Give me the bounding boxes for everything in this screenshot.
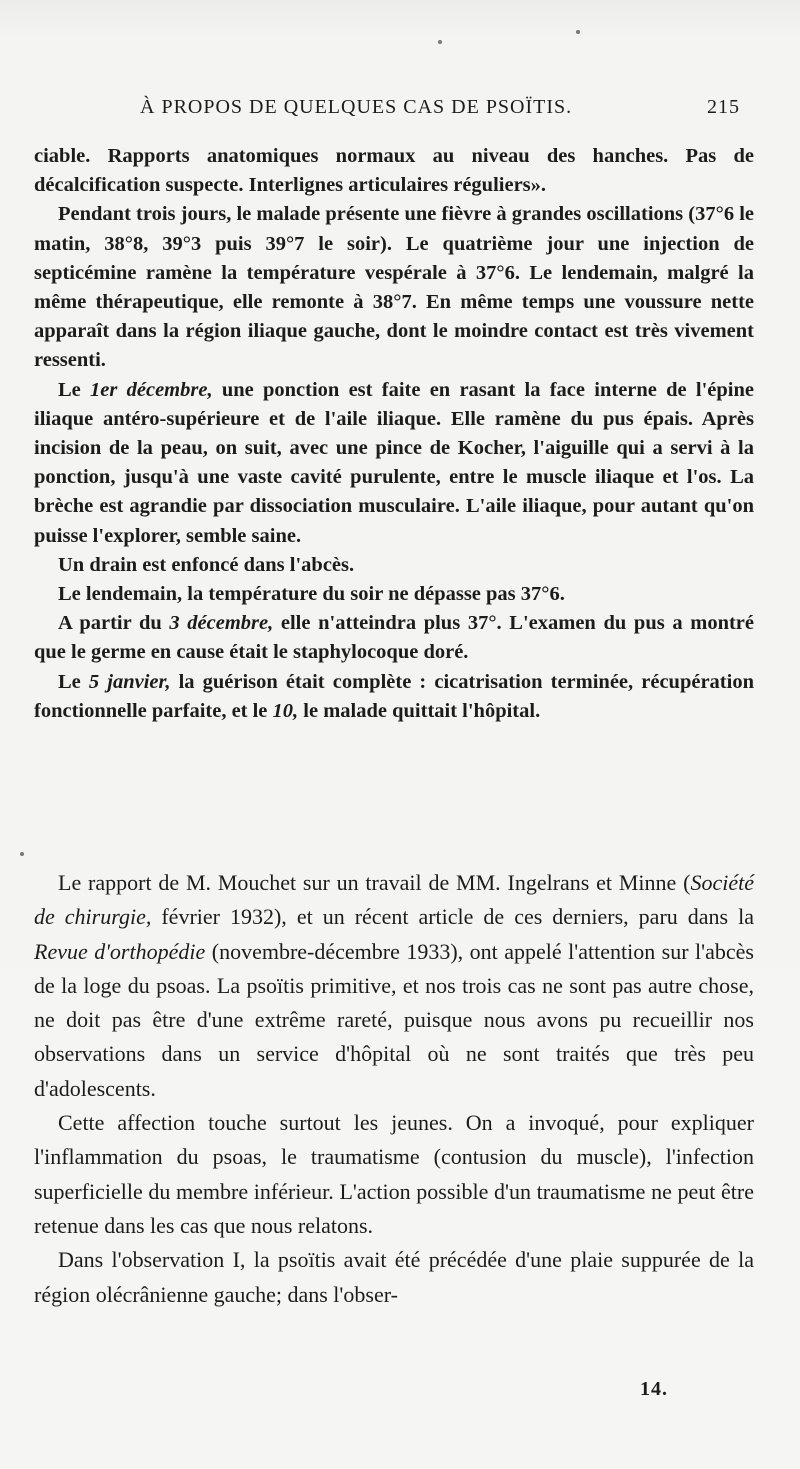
text: la guérison était complète : cicatrisation terminée, récupération fonctionnelle parfaite, et le: [34, 670, 754, 722]
paragraph: [34, 609, 754, 667]
date-emphasis: 1er décembre,: [90, 378, 213, 401]
paragraph: Un drain est enfoncé dans l'abcès.: [58, 553, 355, 576]
citation-emphasis: Société de chirurgie,: [34, 870, 754, 930]
text: Le: [58, 670, 89, 693]
speck: [438, 40, 442, 44]
citation-emphasis: Revue d'orthopédie: [34, 938, 206, 964]
date-emphasis: 5 janvier,: [88, 670, 171, 693]
text: février 1932), et un récent article de ces derniers, paru dans la: [151, 904, 754, 930]
paragraph: ciable. Rapports anatomiques normaux au niveau des hanches. Pas de décalcification suspecte. Interlignes articulaires réguliers».: [34, 145, 754, 197]
paragraph: [34, 376, 754, 551]
text: Le rapport de M. Mouchet sur un travail de MM. Ingelrans et Minne (: [58, 870, 691, 895]
paragraph: [34, 668, 754, 726]
text: le malade quittait l'hôpital.: [298, 699, 541, 722]
paragraph: Dans l'observation I, la psoïtis avait été précédée d'une plaie suppurée de la région olécrânienne gauche; dans l'obser-: [34, 1247, 754, 1307]
date-emphasis: 3 décembre,: [169, 612, 274, 635]
signature-mark: 14.: [640, 1378, 668, 1400]
speck: [20, 852, 24, 856]
paragraph: Cette affection touche surtout les jeunes. On a invoqué, pour expliquer l'inflammation du psoas, le traumatisme (contusion du muscle), l'infection superficielle du membre inférieur. L'action possible d'un traumatisme ne peut être retenue dans les cas que nous relatons.: [34, 1110, 754, 1238]
page-header: [140, 96, 740, 126]
page-number: 215: [707, 96, 740, 118]
text: Le: [58, 378, 91, 401]
text: A partir du: [58, 612, 170, 635]
paragraph: Le lendemain, la température du soir ne dépasse pas 37°6.: [58, 583, 565, 606]
running-title: À PROPOS DE QUELQUES CAS DE PSOÏTIS.: [140, 96, 573, 118]
observation-text: [34, 142, 754, 726]
discussion-text: [34, 866, 754, 1312]
text: elle n'atteindra plus 37°. L'examen du pus a montré que le germe en cause était le staphylocoque doré.: [34, 612, 754, 664]
date-emphasis: 10,: [272, 699, 299, 722]
paragraph: Pendant trois jours, le malade présente une fièvre à grandes oscillations (37°6 le matin, 38°8, 39°3 puis 39°7 le soir). Le quatrième jour une injection de septicémine ramène la température vespérale à 37°6. Le lendemain, malgré la même thérapeutique, elle remonte à 38°7. En même temps une voussure nette apparaît dans la région iliaque gauche, dont le moindre contact est très vivement ressenti.: [34, 203, 754, 372]
text: (novembre-décembre 1933), ont appelé l'attention sur l'abcès de la loge du psoas. La psoïtis primitive, et nos trois cas ne sont pas autre chose, ne doit pas être d'une extrême rareté, puisque nous avons pu recueillir nos observations dans un service d'hôpital où ne sont traités que très peu d'adolescents.: [34, 938, 754, 1101]
speck: [576, 30, 580, 34]
text: une ponction est faite en rasant la face interne de l'épine iliaque antéro-supérieure et de l'aile iliaque. Elle ramène du pus épais. Après incision de la peau, on suit, avec une pince de Kocher, l'aiguille qui a servi à la ponction, jusqu'à une vaste cavité purulente, entre le muscle iliaque et l'os. La brèche est agrandie par dissociation musculaire. L'aile iliaque, pour autant qu'on puisse l'explorer, semble saine.: [34, 378, 754, 547]
paragraph: [34, 866, 754, 1106]
